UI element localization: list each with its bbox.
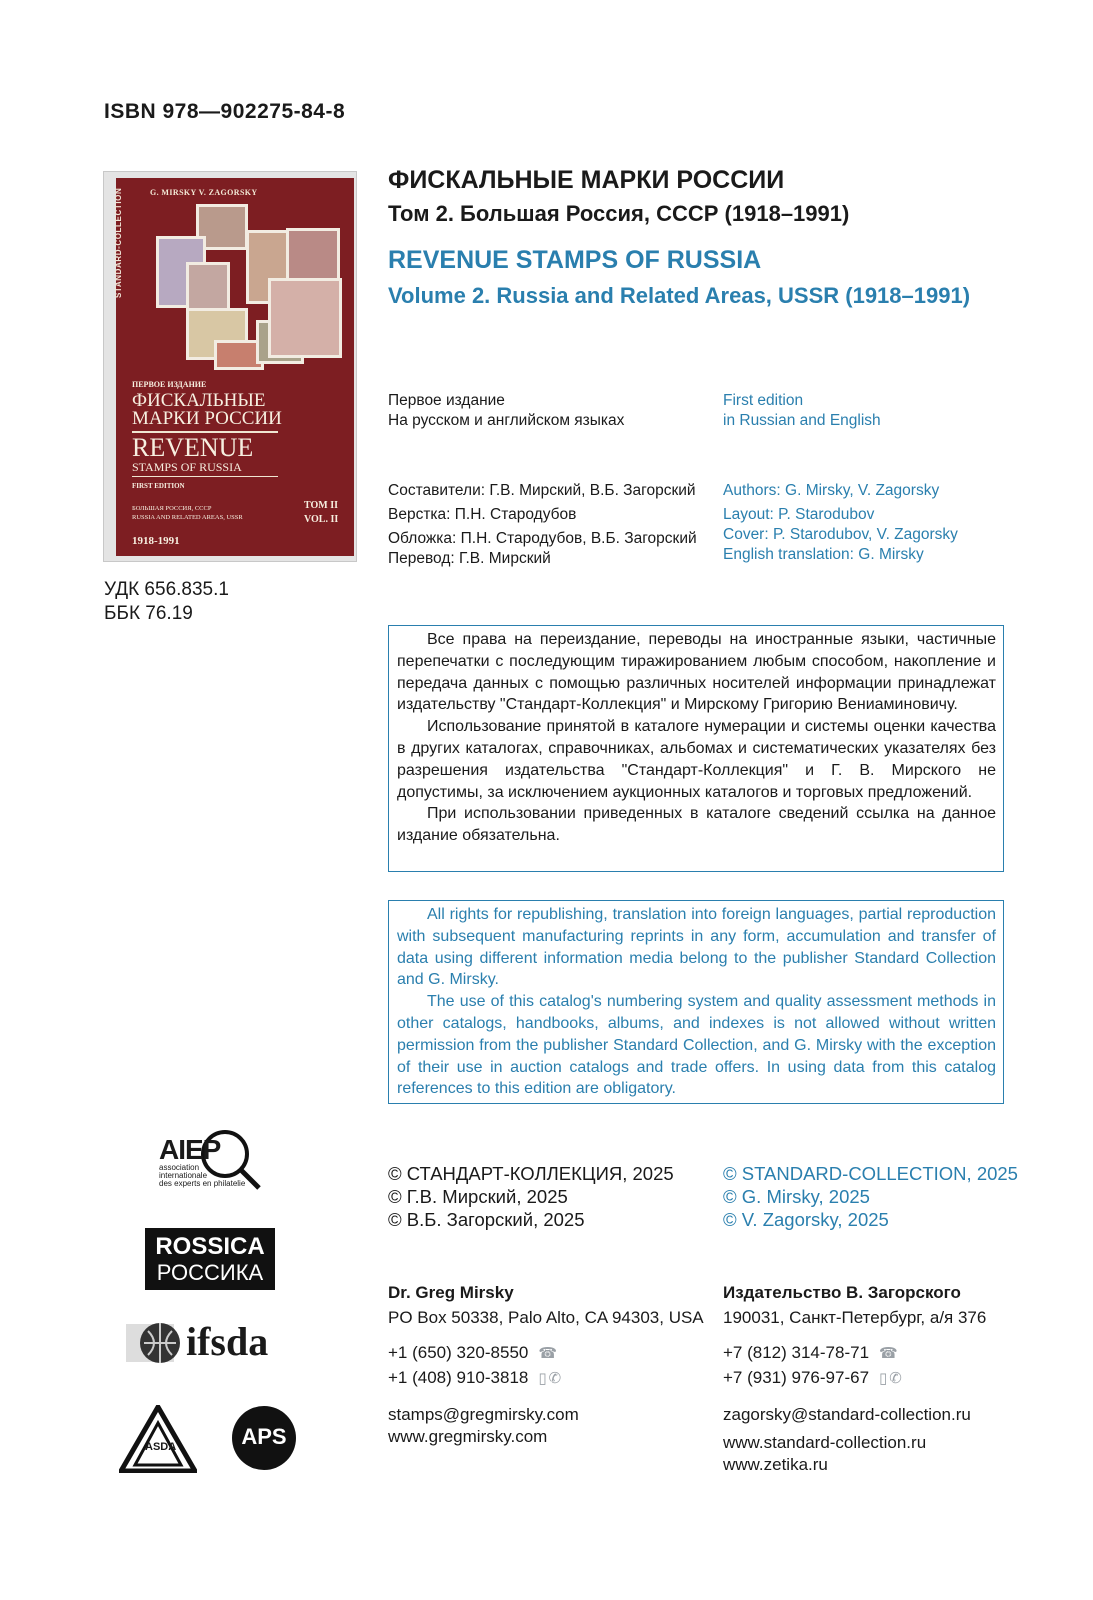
cover-subtitle-ru: БОЛЬШАЯ РОССИЯ, СССР xyxy=(132,505,212,512)
cover-edition-ru: ПЕРВОЕ ИЗДАНИЕ xyxy=(132,380,207,389)
contact-name xyxy=(388,1282,704,1304)
contact-web[interactable]: www.zetika.ru xyxy=(723,1455,828,1474)
aiep-text-line: association xyxy=(159,1163,200,1172)
credit-line: Authors: G. Mirsky, V. Zagorsky xyxy=(723,482,940,499)
cover-title-en-1: REVENUE xyxy=(132,433,254,462)
edition-en-line: in Russian and English xyxy=(723,412,881,429)
subtitle-ru: Том 2. Большая Россия, СССР (1918–1991) xyxy=(388,201,850,226)
edition-en xyxy=(723,391,881,431)
cover-vol: VOL. II xyxy=(304,514,339,525)
phone-icon: ☎ xyxy=(879,1345,898,1362)
rossica-text: ROSSICA xyxy=(155,1233,265,1260)
contact-phone xyxy=(723,1367,986,1390)
edition-ru-line: Первое издание xyxy=(388,392,505,409)
bbk: ББК 76.19 xyxy=(104,603,193,624)
rights-paragraph: Использование принятой в каталоге нумерации и системы оценки качества в других каталогах, справочниках, альбомах и систематических указателях без разрешения издательства "Стандарт-Коллекция" и Г. В. Мирского не допустимы, за исключением аукционных каталогов и торговых предложений. xyxy=(397,718,996,801)
contact-phone xyxy=(723,1342,986,1365)
copyright-line: © В.Б. Загорский, 2025 xyxy=(388,1209,585,1230)
rights-paragraph: The use of this catalog's numbering system and quality assessment methods in other catalogs, handbooks, albums, and indexes is not allowed without written permission from the publisher Standard Collection, and G. Mirsky with the exception of their use in auction catalogs and trade offers. In using data from this catalog references to this edition are obligatory. xyxy=(397,993,996,1098)
rights-paragraph: Все права на переиздание, переводы на иностранные языки, частичные перепечатки с последующим тиражированием любым способом, накопление и передача данных с помощью различных носителей информации принадлежат издательству "Стандарт-Коллекция" и Мирскому Григорию Вениаминовичу. xyxy=(397,631,996,714)
aiep-text-line: internationale xyxy=(159,1171,208,1180)
cover-title-en-2: STAMPS OF RUSSIA xyxy=(132,460,242,474)
aiep-logo xyxy=(155,1124,265,1194)
book-cover-image xyxy=(103,171,357,562)
credit-line: Перевод: Г.В. Мирский xyxy=(388,550,551,567)
credit-line: Составители: Г.В. Мирский, В.Б. Загорский xyxy=(388,482,696,499)
rights-paragraph: При использовании приведенных в каталоге сведений ссылка на данное издание обязательна. xyxy=(397,805,996,845)
isbn: ISBN 978—902275-84-8 xyxy=(104,100,346,123)
phone-number[interactable]: +7 (931) 976-97-67 xyxy=(723,1368,870,1387)
credit-line: Обложка: П.Н. Стародубов, В.Б. Загорский xyxy=(388,530,697,547)
copyright-en xyxy=(723,1162,1018,1231)
copyright-ru xyxy=(388,1162,674,1231)
phone-number[interactable]: +1 (408) 910-3818 xyxy=(388,1368,529,1387)
cover-rule xyxy=(132,476,278,477)
copyright-line: © СТАНДАРТ-КОЛЛЕКЦИЯ, 2025 xyxy=(388,1163,674,1184)
copyright-line: © STANDARD-COLLECTION, 2025 xyxy=(723,1163,1018,1184)
stamp-image xyxy=(268,278,342,358)
rossica-logo xyxy=(145,1228,275,1290)
ifsda-text: ifsda xyxy=(186,1319,269,1364)
classification xyxy=(104,578,229,626)
cover-title-ru-2: МАРКИ РОССИИ xyxy=(132,408,282,429)
contact-left xyxy=(388,1282,704,1448)
edition-en-line: First edition xyxy=(723,392,804,409)
phone-number[interactable]: +1 (650) 320-8550 xyxy=(388,1343,529,1362)
aiep-letters: AIEP xyxy=(159,1134,221,1165)
title-ru: ФИСКАЛЬНЫЕ МАРКИ РОССИИ xyxy=(388,166,785,194)
contact-web[interactable]: www.standard-collection.ru xyxy=(723,1433,927,1452)
credit-line: Верстка: П.Н. Стародубов xyxy=(388,506,577,523)
contact-name xyxy=(723,1282,986,1304)
credits-ru xyxy=(388,480,697,570)
aiep-text xyxy=(159,1164,245,1188)
credits-en xyxy=(723,480,958,566)
credit-line: English translation: G. Mirsky xyxy=(723,546,924,563)
aps-text: APS xyxy=(241,1424,287,1449)
phone-icon: ☎ xyxy=(538,1345,558,1362)
cover-subtitle-en: RUSSIA AND RELATED AREAS, USSR xyxy=(132,514,243,521)
contact-name-text: Издательство В. Загорского xyxy=(723,1283,961,1302)
whatsapp-icon: ✆ xyxy=(548,1370,562,1387)
contact-phone xyxy=(388,1367,704,1390)
cover-panel xyxy=(116,178,354,556)
copyright-line: © Г.В. Мирский, 2025 xyxy=(388,1186,568,1207)
credit-line: Cover: P. Starodubov, V. Zagorsky xyxy=(723,526,958,543)
asda-text: ASDA xyxy=(145,1441,177,1453)
rights-box-ru xyxy=(388,625,1004,872)
udk: УДК 656.835.1 xyxy=(104,579,229,600)
credit-line: Layout: P. Starodubov xyxy=(723,506,875,523)
cover-years: 1918-1991 xyxy=(132,535,180,547)
rights-paragraph: All rights for republishing, translation into foreign languages, partial reproduction with subsequent manufacturing reprints in any form, accumulation and transfer of data using different information media belong to the publisher Standard Collection and G. Mirsky. xyxy=(397,906,996,989)
contact-email[interactable]: zagorsky@standard-collection.ru xyxy=(723,1405,971,1424)
aiep-text-line: des experts en philatelie xyxy=(159,1179,246,1188)
cover-title-ru-1: ФИСКАЛЬНЫЕ xyxy=(132,390,266,411)
cover-edition-en: FIRST EDITION xyxy=(132,482,185,490)
mobile-icon: ▯ xyxy=(879,1370,888,1387)
subtitle-en: Volume 2. Russia and Related Areas, USSR (1918–1991) xyxy=(388,283,971,308)
rossica-text: РОССИКА xyxy=(156,1260,264,1285)
phone-number[interactable]: +7 (812) 314-78-71 xyxy=(723,1343,870,1362)
cover-spine: STANDARD-COLLECTION xyxy=(114,187,123,298)
rights-box-en xyxy=(388,900,1004,1104)
aps-logo xyxy=(230,1404,298,1472)
contact-address: 190031, Санкт-Петербург, а/я 376 xyxy=(723,1308,987,1327)
contact-phone xyxy=(388,1342,704,1365)
copyright-line: © G. Mirsky, 2025 xyxy=(723,1186,870,1207)
contact-address: PO Box 50338, Palo Alto, CA 94303, USA xyxy=(388,1308,704,1327)
contact-email[interactable]: stamps@gregmirsky.com xyxy=(388,1405,579,1424)
title-en: REVENUE STAMPS OF RUSSIA xyxy=(388,246,762,274)
ifsda-logo xyxy=(124,1318,299,1368)
whatsapp-icon: ✆ xyxy=(889,1370,902,1387)
copyright-line: © V. Zagorsky, 2025 xyxy=(723,1209,889,1230)
contact-right xyxy=(723,1282,986,1476)
edition-ru xyxy=(388,391,624,431)
edition-ru-line: На русском и английском языках xyxy=(388,412,625,429)
asda-logo xyxy=(119,1405,197,1473)
contact-web[interactable]: www.gregmirsky.com xyxy=(388,1427,548,1446)
mobile-icon: ▯ xyxy=(538,1370,547,1387)
cover-tom: TOM II xyxy=(304,500,338,511)
cover-authors: G. MIRSKY V. ZAGORSKY xyxy=(150,188,258,197)
contact-name-text: Dr. Greg Mirsky xyxy=(388,1283,514,1302)
